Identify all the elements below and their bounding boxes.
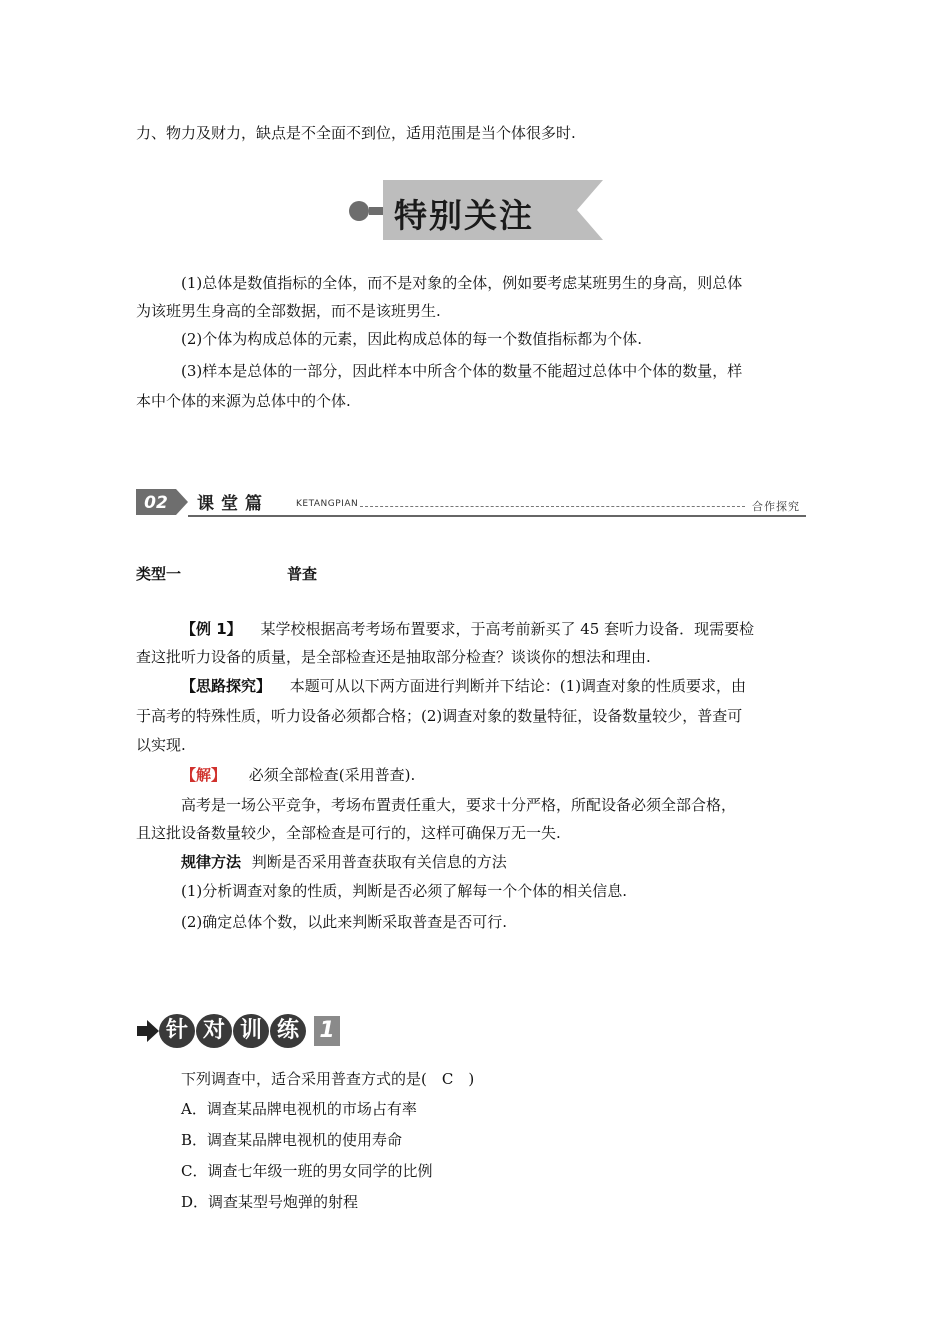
note-3a: (3)样本是总体的一部分，因此样本中所含个体的数量不能超过总体中个体的数量，样	[181, 362, 743, 380]
continuation-text: 力、物力及财力，缺点是不全面不到位，适用范围是当个体很多时.	[136, 124, 576, 142]
arrow-right-icon	[137, 1018, 159, 1044]
think-line-1	[181, 675, 861, 697]
type-label: 类型一	[136, 565, 182, 583]
note-1b: 为该班男生身高的全部数据，而不是该班男生.	[136, 302, 441, 320]
option-d: D．调查某型号炮弹的射程	[181, 1193, 359, 1211]
training-question: 下列调查中，适合采用普查方式的是( C )	[181, 1070, 475, 1088]
training-char-3: 训	[233, 1014, 269, 1048]
type-topic: 普查	[287, 565, 318, 583]
section-number-badge	[136, 489, 188, 515]
training-number: 1	[314, 1016, 340, 1046]
rule-item-1: (1)分析调查对象的性质，判断是否必须了解每一个个体的相关信息.	[181, 882, 628, 900]
section-underline	[188, 515, 806, 517]
training-char-2: 对	[196, 1014, 232, 1048]
option-b: B．调查某品牌电视机的使用寿命	[181, 1131, 403, 1149]
note-3b: 本中个体的来源为总体中的个体.	[136, 392, 351, 410]
solution-line-2: 高考是一场公平竞争，考场布置责任重大，要求十分严格，所配设备必须全部合格，	[181, 796, 737, 814]
solution-line-3: 且这批设备数量较少，全部检查是可行的，这样可确保万无一失.	[136, 824, 561, 842]
think-tag: 【思路探究】	[181, 677, 272, 695]
rule-line	[181, 851, 861, 873]
think-line-3: 以实现.	[136, 736, 186, 754]
training-char-4: 练	[270, 1014, 306, 1048]
section-right-label: 合作探究	[752, 500, 800, 513]
option-c: C．调查七年级一班的男女同学的比例	[181, 1162, 433, 1180]
think-line-2: 于高考的特殊性质，听力设备必须都合格；(2)调查对象的数量特征，设备数量较少，普查可	[136, 707, 743, 725]
example-line-2: 查这批听力设备的质量，是全部检查还是抽取部分检查？谈谈你的想法和理由.	[136, 648, 651, 666]
example-tag: 【例 1】	[181, 620, 242, 638]
section-dashed-rule	[360, 506, 745, 507]
solution-tag: 【解】	[181, 766, 227, 784]
solution-text-1: 必须全部检查(采用普查).	[248, 766, 416, 784]
special-attention-title: 特别关注	[394, 196, 534, 235]
example-text-1: 某学校根据高考考场布置要求，于高考前新买了 45 套听力设备．现需要检	[260, 620, 755, 638]
think-text-1: 本题可从以下两方面进行判断并下结论：(1)调查对象的性质要求，由	[289, 677, 747, 695]
solution-line-1	[181, 764, 861, 786]
section-subtitle: KETANGPIAN	[296, 499, 359, 509]
section-title: 课堂篇	[197, 494, 269, 514]
rule-item-2: (2)确定总体个数，以此来判断采取普查是否可行.	[181, 913, 508, 931]
note-2: (2)个体为构成总体的元素，因此构成总体的每一个数值指标都为个体.	[181, 330, 643, 348]
training-char-1: 针	[159, 1014, 195, 1048]
option-a: A．调查某品牌电视机的市场占有率	[181, 1100, 417, 1118]
example-line-1	[181, 618, 861, 640]
rule-tag: 规律方法	[181, 853, 242, 871]
note-1a: (1)总体是数值指标的全体，而不是对象的全体，例如要考虑某班男生的身高，则总体	[181, 274, 743, 292]
section-number: 02	[144, 493, 168, 513]
rule-title: 判断是否采用普查获取有关信息的方法	[251, 853, 507, 871]
